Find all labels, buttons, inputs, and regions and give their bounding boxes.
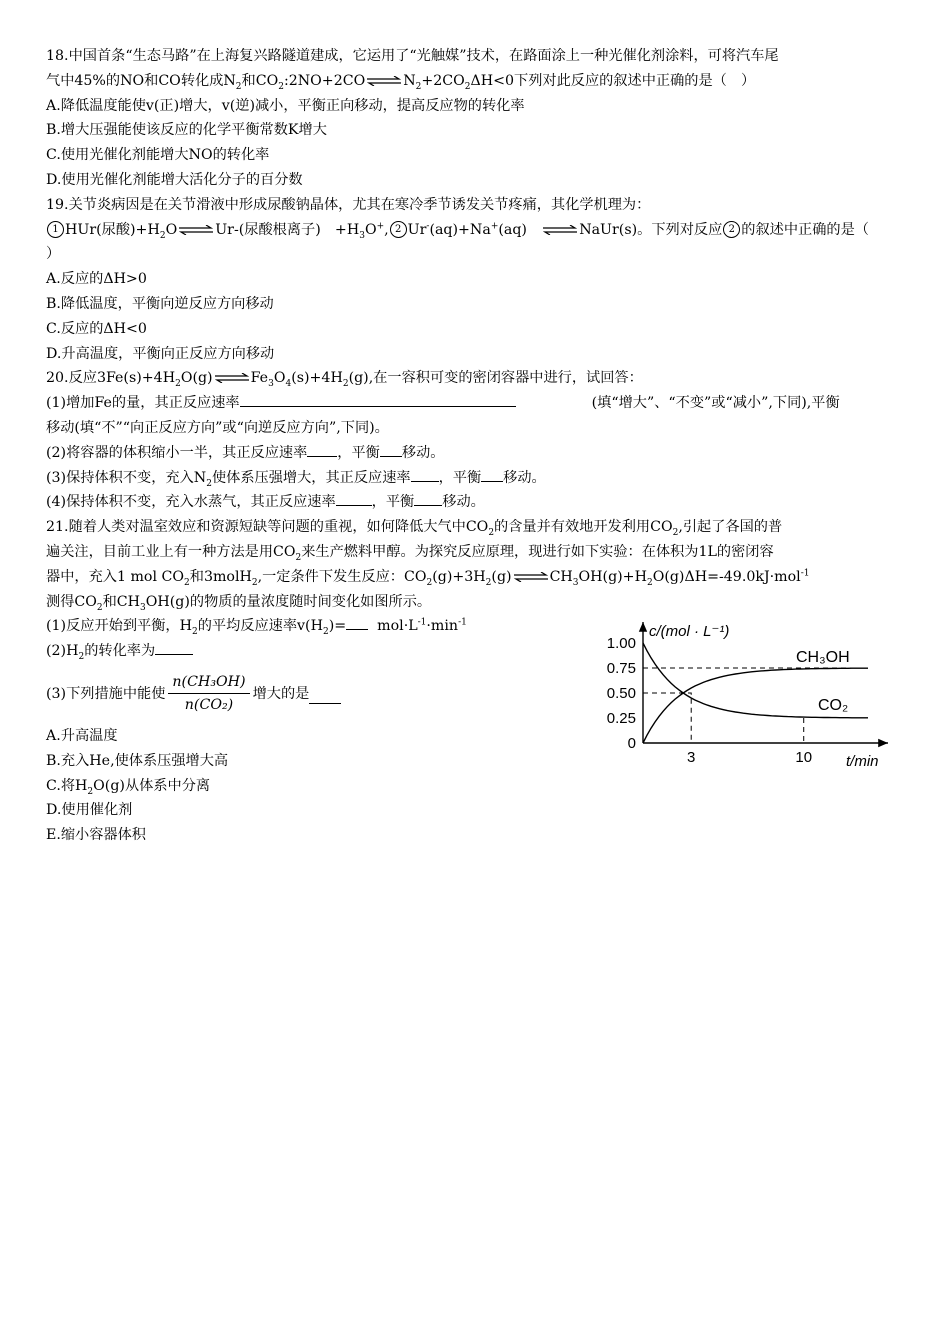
answer-blank[interactable] [240, 392, 516, 407]
circled-number-1: 1 [47, 221, 64, 238]
q21-option-e: E.缩小容器体积 [46, 827, 146, 844]
y-tick-label: 0.25 [606, 710, 636, 727]
x-tick-label: 10 [795, 749, 813, 766]
q21-option-d: D.使用催化剂 [46, 802, 133, 819]
q20-part4: (4)保持体积不变，充入水蒸气，其正反应速率 ，平衡 移动。 [46, 490, 910, 515]
equilibrium-arrow-icon [179, 225, 213, 235]
equilibrium-arrow-icon [543, 225, 577, 235]
q21-option-a: A.升高温度 [46, 727, 118, 744]
q19-option-a: A.反应的ΔH>0 [46, 271, 147, 288]
q20-part1: (1)增加Fe的量，其正反应速率 (填“增大”、“不变”或“减小”,下同),平衡 [46, 391, 910, 416]
q21-stem-line3: 器中，充入1 mol $CO_2$和3molH$_2$,一定条件下发生反应：$CO_2(g)+3H_2(g)$ $CH_3OH(g)+H_2O(g)\Delta H=-49.0kJ\cdot mol^{-1}$ [46, 568, 810, 588]
legend-ch3oh: CH₃OH [796, 649, 850, 666]
q18-stem-line1: 18.中国首条“生态马路”在上海复兴路隧道建成，它运用了“光触媒”技术，在路面涂上一种光催化剂涂料，可将汽车尾 [46, 48, 779, 64]
guide-line-050 [643, 693, 691, 743]
q21-stem-line4: 测得$CO_2$和$CH_3OH(g)$的物质的量浓度随时间变化如图所示。 [46, 593, 432, 613]
y-tick-label: 0.50 [606, 685, 636, 702]
circled-number-2: 2 [723, 221, 740, 238]
answer-blank[interactable] [155, 640, 193, 655]
answer-blank[interactable] [307, 442, 337, 457]
q19-option-b: B.降低温度，平衡向逆反应方向移动 [46, 295, 274, 312]
q18-stem-line2: 气中45%的NO和CO转化成$N_2$和$CO_2:2NO+2CO$ $N_2+2CO_2\Delta H<0$下列对此反应的叙述中正确的是（ ） [46, 72, 756, 92]
q20-stem: 20.反应$3Fe(s)+4H_2O(g)$ $Fe_3O_4(s)+4H_2(g)$,在一容积可变的密闭容器中进行，试回答： [46, 370, 643, 390]
answer-blank[interactable] [414, 491, 442, 506]
y-tick-label: 1.00 [606, 635, 636, 652]
q21-stem-line2: 遍关注，目前工业上有一种方法是用$CO_2$来生产燃料甲醇。为探究反应原理，现进行如下实验：在体积为1L的密闭容 [46, 543, 774, 563]
concentration-time-chart [596, 616, 896, 776]
answer-blank[interactable] [411, 467, 439, 482]
q18-option-d: D.使用光催化剂能增大活化分子的百分数 [46, 171, 303, 188]
q19-stem-line1: 19.关节炎病因是在关节滑液中形成尿酸钠晶体，尤其在寒冷季节诱发关节疼痛，其化学机理为： [46, 196, 651, 213]
y-tick-label: 0 [627, 735, 636, 752]
q20-part2: (2)将容器的体积缩小一半，其正反应速率 ，平衡 移动。 [46, 441, 910, 466]
answer-blank[interactable] [481, 467, 503, 482]
q21-option-b: B.充入He,使体系压强增大高 [46, 752, 229, 769]
circled-number-2: 2 [390, 221, 407, 238]
y-axis-label: c/(mol · L⁻¹) [649, 623, 730, 640]
equilibrium-arrow-icon [215, 373, 249, 383]
answer-blank[interactable] [336, 491, 372, 506]
q20-part3: (3)保持体积不变，充入$N_2$使体系压强增大，其正反应速率 ，平衡 移动。 [46, 466, 910, 491]
y-tick-label: 0.75 [606, 660, 636, 677]
q21-part1: (1)反应开始到平衡，$H_2$的平均反应速率$v(H_2)= mol\cdot L^{-1}\cdot\min^{-1}$ [46, 614, 910, 639]
equilibrium-arrow-icon [367, 76, 401, 86]
q20-part1-cont: 移动(填“不”“向正反应方向”或“向逆反应方向”,下同)。 [46, 419, 389, 436]
answer-blank[interactable] [346, 615, 368, 630]
legend-co2: CO₂ [818, 697, 849, 714]
answer-blank[interactable] [380, 442, 402, 457]
q19-reaction-line: 1 HUr(尿酸)$+H_2O$ Ur-(尿酸根离子) $+H_3O^+$, 2 Ur-(aq)+Na+(aq) NaUr(s)。下列对反应 2 的叙述中正确的是（ [46, 218, 910, 243]
q19-option-d: D.升高温度，平衡向正反应方向移动 [46, 345, 275, 362]
q21-part2: $(2)H_2$的转化率为 [46, 639, 910, 664]
fraction: $\frac{\text{n(CH₃OH)}}{\text{n(CO₂)}}$ [168, 671, 249, 716]
q21-stem-line1: 21.随着人类对温室效应和资源短缺等问题的重视，如何降低大气中$CO_2$的含量并有效地开发利用$CO_2$,引起了各国的普 [46, 519, 783, 538]
q21-part3: (3)下列措施中能使 $\frac{\text{n(CH₃OH)}}{\text{n(CO₂)}}$ 增大的是 [46, 664, 910, 724]
x-axis-label: t/min [846, 753, 879, 770]
q19-stem-end: ） [46, 246, 61, 263]
equilibrium-arrow-icon [514, 572, 548, 582]
answer-blank[interactable] [309, 689, 341, 704]
q18-option-b: B.增大压强能使该反应的化学平衡常数K增大 [46, 122, 327, 139]
q18-option-c: C.使用光催化剂能增大NO的转化率 [46, 147, 270, 164]
q21-option-c: C.将$H_2O(g)$从体系中分离 [46, 777, 211, 797]
q18-option-a: A.降低温度能使v(正)增大，v(逆)减小，平衡正向移动，提高反应物的转化率 [46, 97, 525, 114]
x-tick-label: 3 [687, 749, 696, 766]
q19-option-c: C.反应的ΔH<0 [46, 320, 147, 337]
